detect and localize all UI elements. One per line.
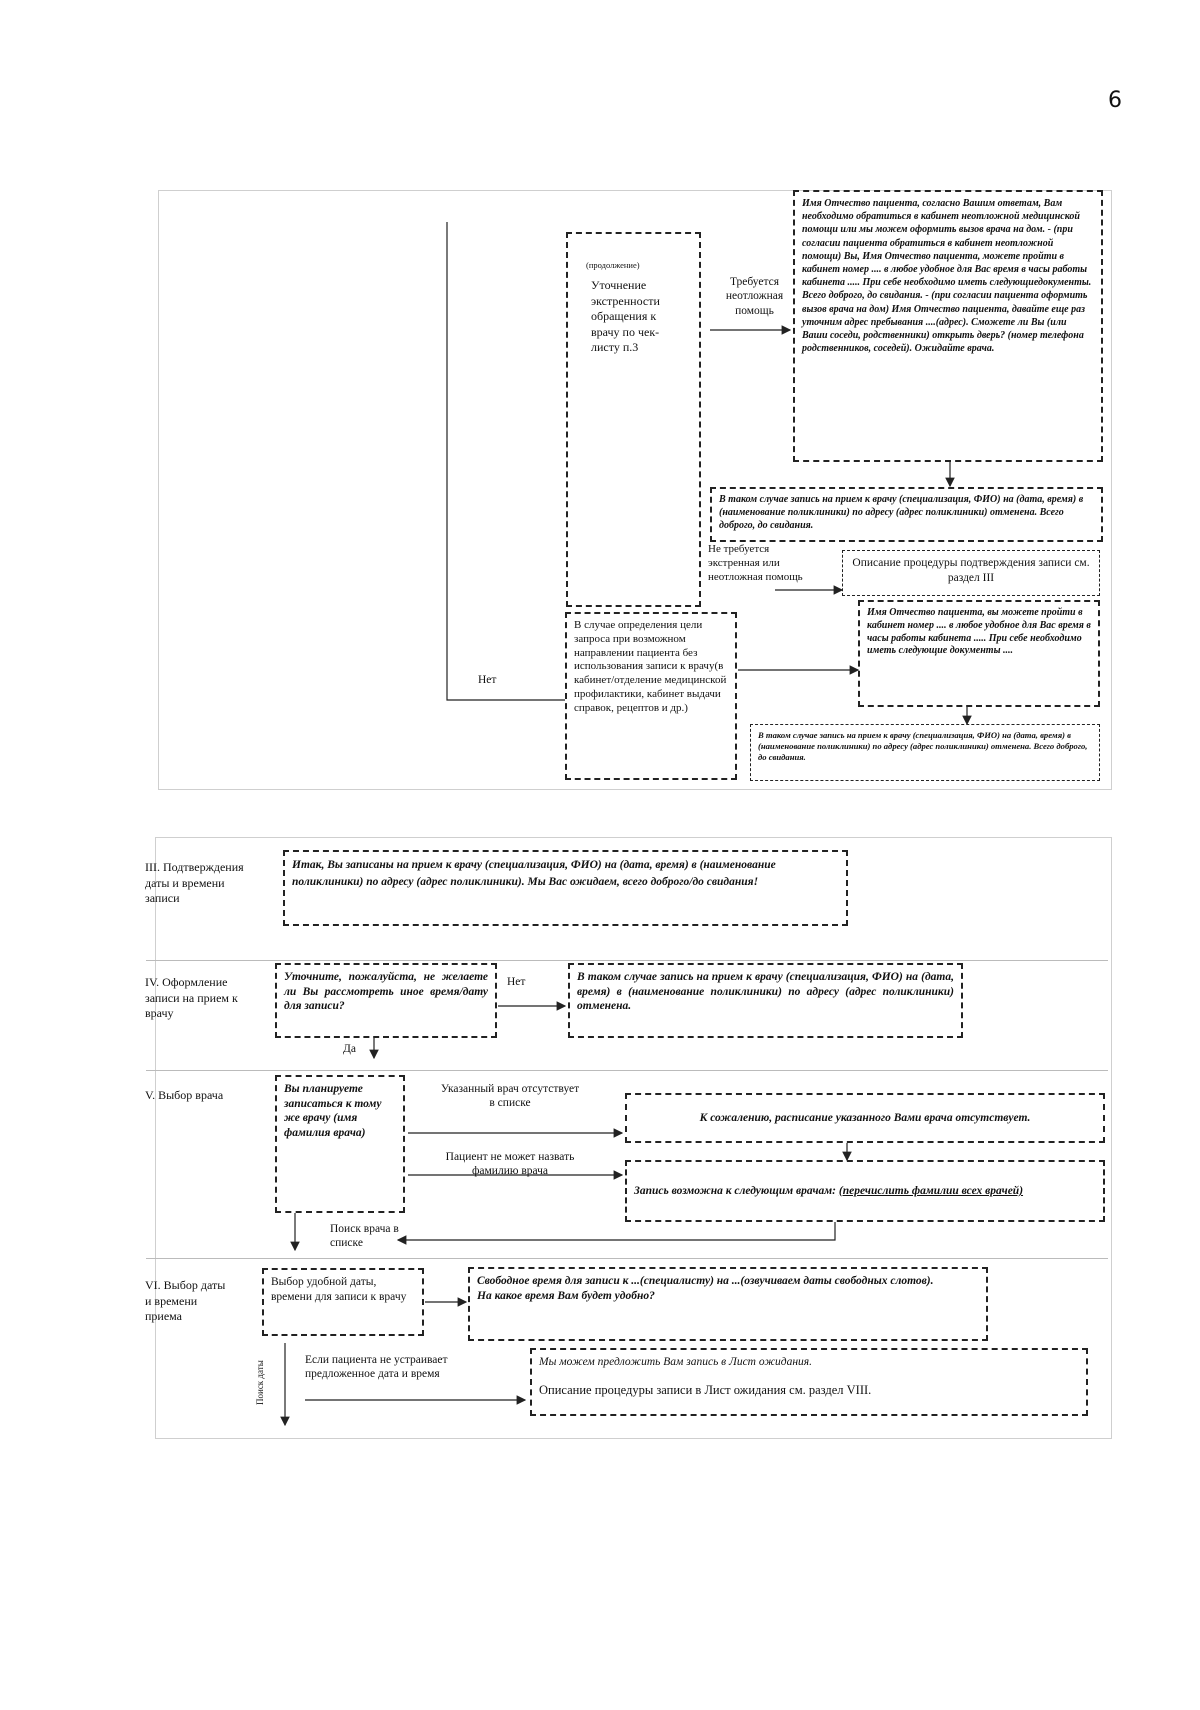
section-5-missing-box: К сожалению, расписание указанного Вами врача отсутствует. xyxy=(625,1093,1105,1143)
section-6-not-suit-label: Если пациента не устраивает предложенное дата и время xyxy=(305,1354,448,1381)
section-5-missing-label: Указанный врач отсутствует в списке xyxy=(440,1083,580,1110)
section-3-text-box: Итак, Вы записаны на прием к врачу (специализация, ФИО) на (дата, время) в (наименование поликлиники) по адресу (адрес поликлиники). Мы Вас ожидаем, всего доброго/до свидания! xyxy=(283,850,848,926)
section-6-search-dates-label: Поиск даты xyxy=(255,1360,265,1405)
section-6-waitlist-ref: Описание процедуры записи в Лист ожидания см. раздел VIII. xyxy=(539,1382,872,1397)
section-5-available-link: (перечислить фамилии всех врачей) xyxy=(838,1185,1024,1197)
other-purpose-box: В случае определения цели запроса при возможном направлении пациента без использования записи к врачу(в кабинет/отделение медицинской профилактики, кабинет выдачи справок, рецептов и др.) xyxy=(565,612,737,780)
section-5-available-box xyxy=(625,1160,1105,1222)
section-5-question-box: Вы планируете записаться к тому же врачу (имя фамилия врача) xyxy=(275,1075,405,1213)
script-cabinet-box: Имя Отчество пациента, вы можете пройти в кабинет номер .... в любое удобное для Вас время в часы работы кабинета ..... При себе необходимо иметь следующие документы .... xyxy=(858,600,1100,707)
page-number: 6 xyxy=(1108,88,1122,113)
script-urgent-box: Имя Отчество пациента, согласно Вашим ответам, Вам необходимо обратиться в кабинет неотложной медицинской помощи или мы можем оформить вызов врача на дом. - (при согласии пациента обратиться в кабинет неотложной помощи) Вы, Имя Отчество пациента, можете пройти в кабинет номер .... в любое удобное для Вас время в часы работы кабинета ..... При себе необходимо иметь следующиедокументы. Всего доброго, до свидания. - (при согласии пациента оформить вызов врача на дом) Имя Отчество пациента, давайте еще раз уточним адрес пребывания ....(адрес). Сможете ли Вы (или Ваши соседи, родственники) открыть дверь? (номер телефона родственников, соседей). Ожидайте врача. xyxy=(793,190,1103,462)
section-3-title: III. Подтверждения даты и времени записи xyxy=(145,860,244,906)
section-6-choose-box: Выбор удобной даты, времени для записи к врачу xyxy=(262,1268,424,1336)
cancel-box-2: В таком случае запись на прием к врачу (специализация, ФИО) на (дата, время) в (наименование поликлиники) по адресу (адрес поликлиники) отменена. Всего доброго, до свидания. xyxy=(750,724,1100,781)
section-6-free-slots-box xyxy=(468,1267,988,1341)
divider-5 xyxy=(146,1258,1108,1259)
section-6-title: VI. Выбор даты и времени приема xyxy=(145,1278,226,1324)
section-6-waitlist-text: Мы можем предложить Вам запись в Лист ожидания. xyxy=(539,1356,813,1368)
cancel-box-1: В таком случае запись на прием к врачу (специализация, ФИО) на (дата, время) в (наименование поликлиники) по адресу (адрес поликлиники) отменена. Всего доброго, до свидания. xyxy=(710,487,1103,542)
section-4-cancel-box: В таком случае запись на прием к врачу (специализация, ФИО) на (дата, время) в (наименование поликлиники) по адресу (адрес поликлиники) отменена. xyxy=(568,963,963,1038)
section-4-yes-label: Да xyxy=(343,1043,356,1055)
procedure-ref-box: Описание процедуры подтверждения записи см. раздел III xyxy=(842,550,1100,596)
clarify-box xyxy=(566,232,701,607)
label-not-required: Не требуется экстренная или неотложная помощь xyxy=(708,543,803,583)
section-4-question-box: Уточните, пожалуйста, не желаете ли Вы рассмотреть иное время/дату для записи? xyxy=(275,963,497,1038)
clarify-text: Уточнение экстренности обращения к врачу по чек-листу п.3 xyxy=(591,278,660,355)
divider-4 xyxy=(146,1070,1108,1071)
section-4-title: IV. Оформление записи на прием к врачу xyxy=(145,975,238,1021)
section-5-title: V. Выбор врача xyxy=(145,1088,224,1102)
section-6-ask-time-text: На какое время Вам будет удобно? xyxy=(477,1289,655,1302)
label-no-top: Нет xyxy=(478,674,497,686)
divider-3 xyxy=(146,960,1108,961)
label-required: Требуется неотложная помощь xyxy=(725,276,784,317)
section-5-cant-name-label: Пациент не может назвать фамилию врача xyxy=(445,1151,575,1178)
section-5-search-label: Поиск врача в списке xyxy=(330,1223,399,1250)
section-6-free-slots-text: Свободное время для записи к ...(специалисту) на ...(озвучиваем даты свободных слотов). xyxy=(477,1275,934,1287)
section-5-available-text: Запись возможна к следующим врачам: xyxy=(634,1185,837,1197)
section-4-no-label: Нет xyxy=(507,976,526,988)
section-6-waitlist-box xyxy=(530,1348,1088,1416)
continuation-label: (продолжение) xyxy=(586,260,640,270)
